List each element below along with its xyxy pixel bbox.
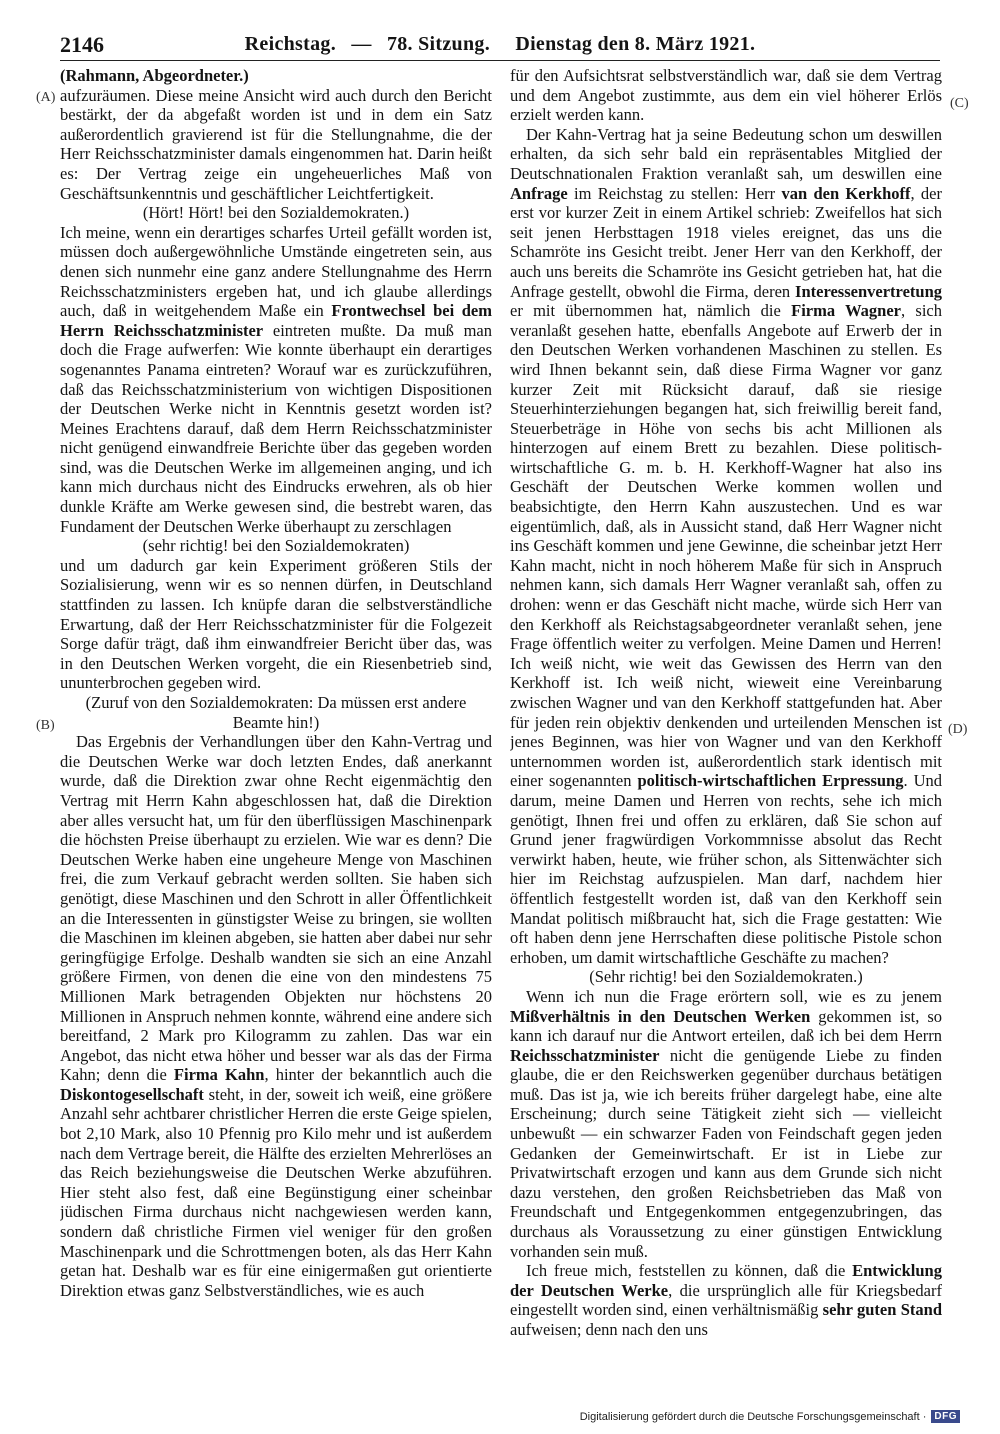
page-number: 2146 bbox=[60, 32, 104, 57]
dfg-logo: DFG bbox=[931, 1410, 960, 1423]
session-number: 78. Sitzung. bbox=[386, 33, 491, 55]
parliament-name: Reichstag. bbox=[244, 33, 336, 55]
emphasis: Reichsschatzminister bbox=[510, 1045, 660, 1065]
margin-letter-b: (B) bbox=[36, 718, 55, 733]
interjection: (Sehr richtig! bei den Sozialdemokraten.) bbox=[589, 967, 863, 987]
interjection: (Hört! Hört! bei den Sozialdemokraten.) bbox=[142, 203, 410, 223]
paragraph: Das Ergebnis der Verhandlungen über den Kahn-Vertrag und die Deutschen Werke war doch letzten Endes, daß anerkannt wurde, daß die Direktion zwar ohne Recht eigenmächtig den Vertrag mit Herrn Kahn abgeschlossen hat, daß die Direktion aber alles versucht hat, um für den überflüssigen Maschinenpark die höchsten Preise überhaupt zu erzielen. Wie war es denn? Die Deutschen Werke haben eine ungeheure Menge von Maschinen frei, die zum Verkauf gebracht werden sollten. Sie haben sich genötigt, diese Maschinen und den Schrott in aller Öffentlichkeit an die Interessenten in günstigster Weise zu bringen, sie wollten die Maschinen im kleinen abgeben, sie hatten aber dabei nur sehr geringfügige Erfolge. Deshalb wandten sie sich an eine Anzahl größere Firmen, von denen die eine von den mindestens 75 Millionen Mark betragenden Objekten nur höchstens 20 Millionen in Anspruch nehmen konnte, während eine andere sich bereitfand, 2 Mark pro Kilogramm zu zahlen. Das war ein Angebot, das nicht etwa höher und besser war als das der Firma Kahn; denn die Firma Kahn, hinter der bekanntlich auch die Diskontogesellschaft steht, in der, soweit ich weiß, eine größere Anzahl sehr achtbarer christlicher Herren die erste Geige spielen, bot 2,10 Mark, also 10 Pfennig pro Kilo mehr und ist außerdem nach dem Vertrage bereit, die Hälfte des erzielten Mehrerlöses an das Reich beziehungsweise die Deutschen Werke abzuführen. Hier steht also fest, daß eine Begünstigung einer scheinbar jüdischen Firma durchaus nicht nachgewiesen werden kann, sondern daß christliche Firmen viel weniger für den großen Maschinenpark und die Schrottmengen boten, als das Herr Kahn getan hat. Deshalb war es für eine einigermaßen gut orientierte Direktion etwas ganz Selbstverständliches, wie es auch bbox=[60, 732, 492, 1300]
paragraph: Wenn ich nun die Frage erörtern soll, wie es zu jenem Mißverhältnis in den Deutschen Werken gekommen ist, so kann ich darauf nur die Antwort erteilen, daß ich bei dem Herrn Reichsschatzminister nicht die genügende Liebe zu finden glaube, die er den Reichswerken gegenüber durchaus betätigen muß. Das ist ja, wie ich bereits früher dargelegt habe, eine alte Erscheinung; durch seine Tätigkeit zieht sich — vielleicht unbewußt — ein schwarzer Faden von Feindschaft gegen jeden Gedanken der Gemeinwirtschaft. Er ist in Liebe zur Privatwirtschaft erzogen und kann aus dem Grunde sich nicht dazu verstehen, den großen Reichsbetrieben das Maß von Freundschaft und Entgegenkommen entgegenzubringen, das durchaus als Voraussetzung zu einer günstigen Entwicklung vorhanden sein muß. bbox=[510, 986, 942, 1261]
emphasis: Mißverhältnis in den Deutschen Werken bbox=[510, 1006, 811, 1026]
left-column bbox=[60, 66, 492, 1352]
paragraph: Ich freue mich, feststellen zu können, daß die Entwicklung der Deutschen Werke, die ursprünglich alle für Kriegsbedarf eingestellt worden sind, einen verhältnismäßig sehr guten Stand aufweisen; denn nach den uns bbox=[510, 1261, 942, 1339]
emphasis: Firma Kahn bbox=[173, 1065, 265, 1085]
paragraph: und um dadurch gar kein Experiment größeren Stils der Sozialisierung, wenn wir es so nennen dürfen, in Deutschland stattfinden zu lassen. Ich knüpfe daran die selbstverständliche Erwartung, daß der Herr Reichsschatzminister für die Folgezeit Sorge dafür trägt, daß ihm einwandfreier Bericht über das, was in den Deutschen Werken vorgeht, die ein Riesenbetrieb sind, ununterbrochen gegeben wird. bbox=[60, 555, 492, 693]
footer-credit bbox=[580, 1410, 960, 1423]
margin-letter-c: (C) bbox=[950, 96, 969, 111]
emphasis: Interessenvertretung bbox=[795, 281, 942, 301]
paragraph: für den Aufsichtsrat selbstverständlich war, daß sie dem Vertrag und dem Angebot zustimmte, aus dem ein viel höherer Erlös erzielt werden kann. bbox=[510, 66, 942, 125]
speaker-label: (Rahmann, Abgeordneter.) bbox=[60, 66, 249, 85]
margin-letter-a: (A) bbox=[36, 90, 56, 105]
running-header bbox=[60, 30, 940, 61]
emphasis: sehr guten Stand bbox=[822, 1300, 942, 1320]
footer-text: Digitalisierung gefördert durch die Deutsche Forschungsgemeinschaft · bbox=[579, 1410, 927, 1423]
emphasis: van den Kerkhoff bbox=[781, 183, 911, 203]
session-date: Dienstag den 8. März 1921. bbox=[515, 33, 756, 55]
interjection: (Zuruf von den Sozialdemokraten: Da müssen erst andere Beamte hin!) bbox=[85, 693, 467, 732]
margin-letter-d: (D) bbox=[948, 722, 968, 737]
emphasis: Entwicklung der Deutschen Werke bbox=[510, 1261, 942, 1300]
emphasis: Diskontogesellschaft bbox=[60, 1084, 204, 1104]
running-head bbox=[60, 33, 940, 56]
interjection: (sehr richtig! bei den Sozialdemokraten) bbox=[142, 536, 410, 556]
paragraph: aufzuräumen. Diese meine Ansicht wird auch durch den Bericht bestärkt, der da abgefaßt worden ist und in dem ein Satz außerordentlich gravierend ist für die Stellungnahme, die der Herr Reichsschatzminister damals eingenommen hat. Darin heißt es: Der Vertrag zeige ein ungeheuerliches Maß von Geschäftsunkenntnis und geschäftlicher Leichtfertigkeit. bbox=[60, 85, 492, 203]
paragraph: Ich meine, wenn ein derartiges scharfes Urteil gefällt worden ist, müssen doch außergewöhnliche Umstände eingetreten sein, aus denen sich nunmehr eine ganz andere Stellungnahme des Herrn Reichsschatzministers ergeben hat, und ich glaube allerdings auch, daß in weitgehendem Maße ein Frontwechsel bei dem Herrn Reichsschatzminister eintreten mußte. Da muß man doch die Frage aufwerfen: Wie konnte überhaupt ein derartiges sogenanntes Panama eintreten? Worauf war es zurückzuführen, daß das Reichsschatzministerium von wichtigen Dispositionen der Deutschen Werke nicht in Kenntnis gesetzt worden ist? Meines Erachtens darauf, daß dem Herrn Reichsschatzminister nicht genügend einwandfreie Berichte über das gegeben worden sind, was die Deutschen Werke im allgemeinen anging, und ich kann mich durchaus nicht des Eindrucks erwehren, als ob hier dunkle Kräfte am Werke gewesen sind, die bestrebt waren, das Fundament der Deutschen Werke überhaupt zu zerschlagen bbox=[60, 222, 492, 536]
right-column bbox=[510, 66, 942, 1352]
header-separator: — bbox=[351, 33, 372, 55]
emphasis: Anfrage bbox=[510, 183, 568, 203]
paragraph: Der Kahn-Vertrag hat ja seine Bedeutung schon um deswillen erhalten, da sich sehr bald ein repräsentables Mitglied der Deutschnationalen Fraktion veranlaßt sah, um deswillen eine Anfrage im Reichstag zu stellen: Herr van den Kerkhoff, der erst vor kurzer Zeit in einem Artikel schrieb: Zweifellos hat sich seit jenen Herbsttagen 1918 vieles ereignet, das uns die Schamröte ins Gesicht treibt. Jener Herr van den Kerkhoff, der auch uns bereits die Schamröte ins Gesicht getrieben hat, hat die Anfrage gestellt, obwohl die Firma, deren Interessenvertretung er mit übernommen hat, nämlich die Firma Wagner, sich veranlaßt gesehen hatte, ebenfalls Angebote auf Erwerb der in den Deutschen Werken vorhandenen Maschinen zu stellen. Es wird Ihnen bekannt sein, daß diese Firma Wagner vor ganz kurzer Zeit mit Rücksicht darauf, daß sie riesige Steuerhinterziehungen begangen hat, sich freiwillig bereit fand, Steuerbeträge in Höhe von sechs bis acht Millionen als hinterzogen auf einem Brett zu bezahlen. Diese politisch-wirtschaftliche G. m. b. H. Kerkhoff-Wagner hat also ins Geschäft der Deutschen Werke kommen wollen und beabsichtigte, den Herrn Kahn auszustechen. Und es war eigentümlich, daß, als in Aussicht stand, daß Herr Wagner nicht ins Geschäft kommen und jene Gewinne, die scheinbar jetzt Herr Kahn macht, nicht in noch höherem Maße für sich in Anspruch nehmen kann, sich damals Herr Wagner veranlaßt sah, offen zu drohen: wenn er das Geschäft nicht mache, würde sich Herr van den Kerkhoff als Reichstagsabgeordneter veranlaßt sehen, jene Frage öffentlich weiter zu verfolgen. Meine Damen und Herren! Ich weiß nicht, wie weit das Gewissen des Herrn van den Kerkhoff ist. Ich weiß nicht, wieweit eine Vereinbarung zwischen Wagner und van den Kerkhoff stattgefunden hat. Aber für jeden rein objektiv denkenden und urteilenden Menschen ist jenes Beginnen, was hier von Wagner und van den Kerkhoff unternommen worden ist, außerordentlich stark identisch mit einer sogenannten politisch-wirtschaftlichen Erpressung. Und darum, meine Damen und Herren von rechts, sehe ich mich genötigt, Ihnen frei und offen zu erklären, daß Sie schon auf Grund jener fragwürdigen Vorkommnisse absolut das Recht verwirkt haben, heute, wie früher schon, als Sittenwächter sich hier im Reichstag aufzuspielen. Man darf, nachdem hier öffentlich festgestellt worden ist, daß van den Kerkhoff sein Mandat politisch mißbraucht hat, sich die Frage gestatten: Wie oft haben denn jene Herrschaften diese politische Pistole schon erhoben, um damit wirtschaftliche Geschäfte zu machen? bbox=[510, 124, 942, 967]
emphasis: Firma Wagner bbox=[791, 301, 901, 321]
emphasis: Frontwechsel bei dem Herrn Reichsschatzminister bbox=[60, 301, 492, 340]
emphasis: politisch-wirtschaftlichen Erpressung bbox=[637, 771, 904, 791]
